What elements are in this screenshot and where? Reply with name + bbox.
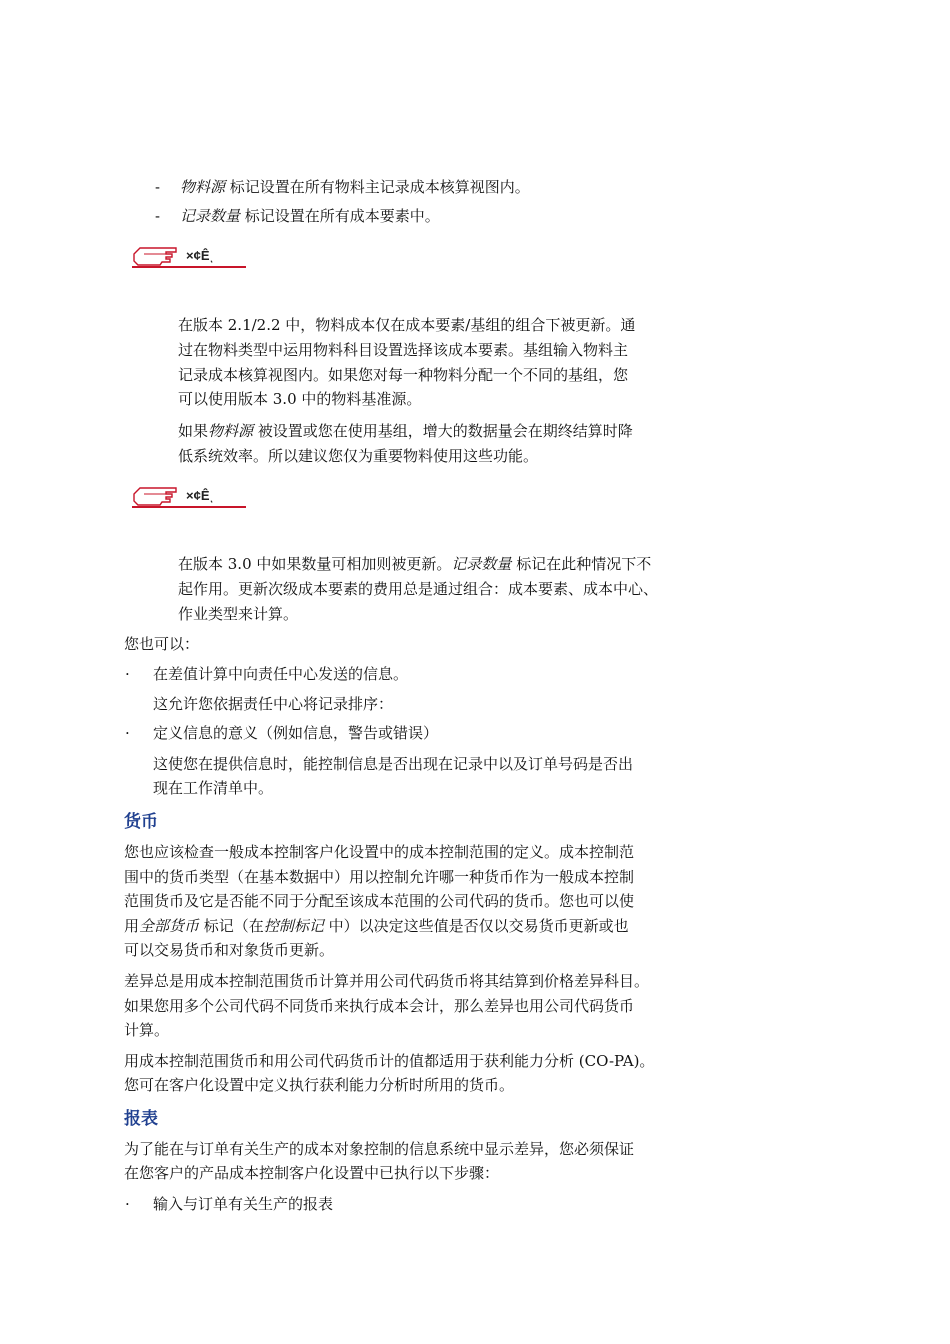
paragraph-line: 可以交易货币和对象货币更新。 xyxy=(124,941,335,959)
bullet-text: 输入与订单有关生产的报表 xyxy=(153,1195,334,1213)
bullet-marker: - xyxy=(155,208,160,225)
italic-term: 物料源 xyxy=(208,422,254,440)
bullet-subtext: 这允许您依据责任中心将记录排序： xyxy=(153,695,394,713)
italic-term: 记录数量 xyxy=(180,207,241,225)
note-underline xyxy=(132,266,246,268)
bullet-text: 标记设置在所有物料主记录成本核算视图内。 xyxy=(225,178,530,196)
italic-term: 控制标记 xyxy=(263,917,324,935)
note-text-line: 起作用。更新次级成本要素的费用总是通过组合：成本要素、成本中心、 xyxy=(178,580,659,598)
paragraph-line: 您也应该检查一般成本控制客户化设置中的成本控制范围的定义。成本控制范 xyxy=(124,843,635,861)
paragraph-line: 为了能在与订单有关生产的成本对象控制的信息系统中显示差异，您必须保证 xyxy=(124,1140,635,1158)
bullet-marker: · xyxy=(125,1195,130,1213)
pointing-hand-icon xyxy=(132,484,192,506)
note-underline xyxy=(132,506,246,508)
section-heading-reports: 报表 xyxy=(124,1109,158,1129)
bullet-marker: · xyxy=(125,724,130,742)
note-text-line: 在版本 2.1/2.2 中，物料成本仅在成本要素/基组的组合下被更新。通 xyxy=(178,316,636,334)
intro-text: 您也可以： xyxy=(124,635,200,653)
paragraph-line: 用成本控制范围货币和用公司代码货币计的值都适用于获利能力分析 (CO-PA)。 xyxy=(124,1052,655,1070)
note-label: ×¢Êͺ xyxy=(186,248,214,263)
note-text-line: 过在物料类型中运用物料科目设置选择该成本要素。基组输入物料主 xyxy=(178,341,629,359)
bullet-text: 在差值计算中向责任中心发送的信息。 xyxy=(153,665,409,683)
note-label: ×¢Êͺ xyxy=(186,488,214,503)
italic-term: 物料源 xyxy=(180,178,226,196)
bullet-marker: - xyxy=(155,179,160,196)
paragraph-line: 围中的货币类型（在基本数据中）用以控制允许哪一种货币作为一般成本控制 xyxy=(124,868,635,886)
pointing-hand-icon xyxy=(132,244,192,266)
note-text-line: 可以使用版本 3.0 中的物料基准源。 xyxy=(178,390,422,408)
bullet-subtext: 这使您在提供信息时，能控制信息是否出现在记录中以及订单号码是否出 xyxy=(153,755,634,773)
paragraph-line: 您可在客户化设置中定义执行获利能力分析时所用的货币。 xyxy=(124,1076,515,1094)
bullet-subtext: 现在工作清单中。 xyxy=(153,779,274,797)
italic-term: 全部货币 xyxy=(139,917,200,935)
bullet-text: 标记设置在所有成本要素中。 xyxy=(240,207,440,225)
italic-term: 记录数量 xyxy=(451,555,512,573)
note-text-line: 作业类型来计算。 xyxy=(178,605,299,623)
paragraph-line: 范围货币及它是否能不同于分配至该成本范围的公司代码的货币。您也可以使 xyxy=(124,892,635,910)
bullet-item xyxy=(180,177,530,198)
note-text-line: 如果物料源 被设置或您在使用基组，增大的数据量会在期终结算时降 xyxy=(178,422,633,440)
paragraph-line: 差异总是用成本控制范围货币计算并用公司代码货币将其结算到价格差异科目。 xyxy=(124,972,650,990)
paragraph-line: 用全部货币 标记（在控制标记 中）以决定这些值是否仅以交易货币更新或也 xyxy=(124,917,629,935)
note-text-line: 低系统效率。所以建议您仅为重要物料使用这些功能。 xyxy=(178,447,539,465)
paragraph-line: 如果您用多个公司代码不同货币来执行成本会计，那么差异也用公司代码货币 xyxy=(124,997,635,1015)
paragraph-line: 计算。 xyxy=(124,1021,170,1039)
paragraph-line: 在您客户的产品成本控制客户化设置中已执行以下步骤： xyxy=(124,1164,500,1182)
bullet-marker: · xyxy=(125,665,130,683)
section-heading-currency: 货币 xyxy=(124,812,158,832)
note-text-line: 记录成本核算视图内。如果您对每一种物料分配一个不同的基组，您 xyxy=(178,366,629,384)
note-text-line: 在版本 3.0 中如果数量可相加则被更新。记录数量 标记在此种情况下不 xyxy=(178,555,652,573)
bullet-text: 定义信息的意义（例如信息，警告或错误） xyxy=(153,724,439,742)
bullet-item xyxy=(180,206,440,227)
